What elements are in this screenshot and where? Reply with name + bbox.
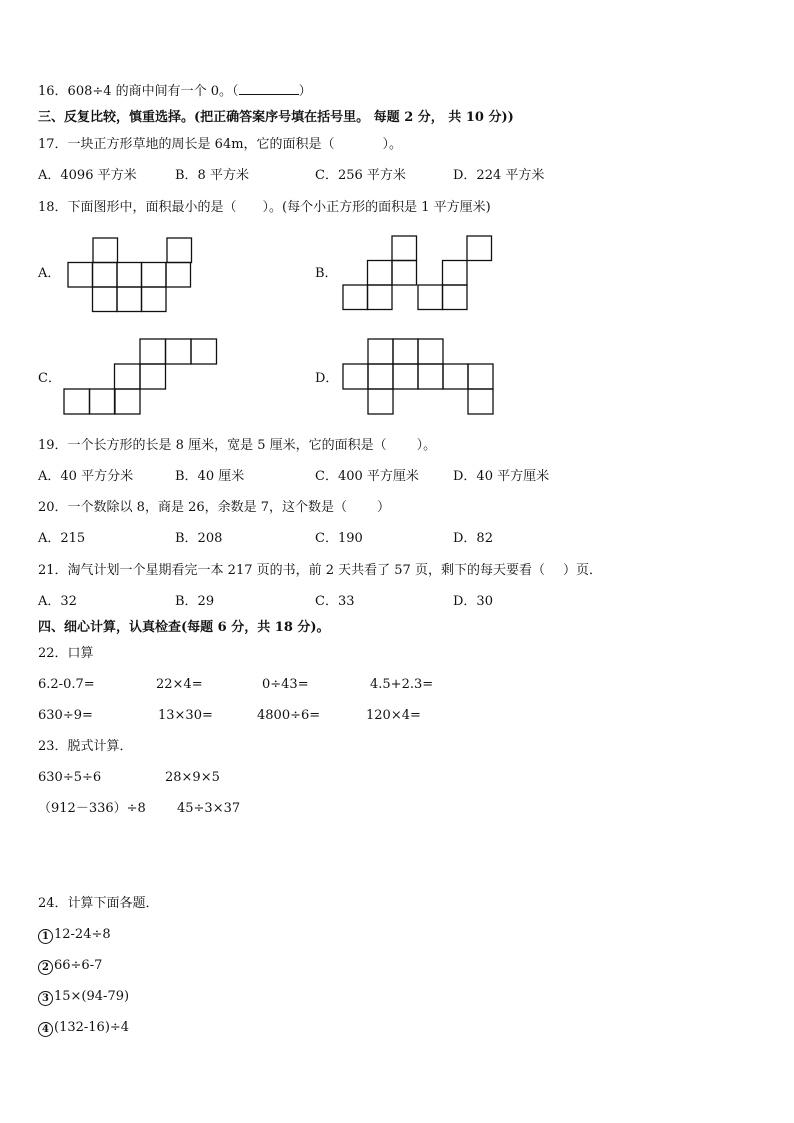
section-3-heading: 三、反复比较，慎重选择。(把正确答案序号填在括号里。 每题 2 分， 共 10 分)) — [38, 110, 514, 125]
figure-label-a[interactable]: A． — [38, 266, 61, 281]
step-calc-item: 45÷3×37 — [177, 801, 241, 816]
question-19: 19．一个长方形的长是 8 厘米，宽是 5 厘米，它的面积是（ ）。 — [38, 438, 437, 453]
option-c[interactable]: C．190 — [315, 531, 363, 546]
option-c[interactable]: C．256 平方米 — [315, 168, 406, 183]
question-22: 22．口算 — [38, 646, 94, 661]
option-b[interactable]: B．40 厘米 — [175, 469, 245, 484]
mental-math-item: 4800÷6= — [257, 708, 321, 723]
mental-math-item: 630÷9= — [38, 708, 93, 723]
step-calc-item: 630÷5÷6 — [38, 770, 102, 785]
step-calc-item: 28×9×5 — [165, 770, 220, 785]
circled-number-icon: 2 — [38, 960, 53, 975]
option-d[interactable]: D．40 平方厘米 — [453, 469, 550, 484]
figure-label-d[interactable]: D． — [315, 371, 339, 386]
option-b[interactable]: B．29 — [175, 594, 215, 609]
option-d[interactable]: D．82 — [453, 531, 493, 546]
calc-item: 4 (132-16)÷4 — [38, 1020, 129, 1037]
section-4-heading: 四、细心计算，认真检查(每题 6 分，共 18 分)。 — [38, 620, 330, 635]
mental-math-item: 13×30= — [158, 708, 213, 723]
option-b[interactable]: B．208 — [175, 531, 223, 546]
option-d[interactable]: D．30 — [453, 594, 493, 609]
option-a[interactable]: A．40 平方分米 — [38, 469, 134, 484]
mental-math-item: 120×4= — [366, 708, 421, 723]
circled-number-icon: 3 — [38, 991, 53, 1006]
question-24: 24．计算下面各题． — [38, 896, 159, 911]
mental-math-item: 6.2-0.7= — [38, 677, 95, 692]
grid-figure-d — [342, 338, 498, 416]
question-17: 17．一块正方形草地的周长是 64m，它的面积是（ ）。 — [38, 137, 403, 152]
question-18: 18．下面图形中，面积最小的是（ ）。(每个小正方形的面积是 1 平方厘米) — [38, 200, 491, 215]
grid-figure-c — [63, 338, 219, 416]
circled-number-icon: 4 — [38, 1022, 53, 1037]
mental-math-item: 22×4= — [156, 677, 203, 692]
step-calc-item: （912－336）÷8 — [38, 801, 146, 816]
question-16: 16．608÷4 的商中间有一个 0。（ ） — [38, 84, 312, 99]
option-b[interactable]: B．8 平方米 — [175, 168, 249, 183]
answer-blank[interactable] — [239, 82, 299, 95]
figure-label-c[interactable]: C． — [38, 371, 61, 386]
question-20: 20．一个数除以 8，商是 26，余数是 7，这个数是（ ） — [38, 500, 391, 515]
grid-figure-a — [67, 236, 197, 316]
question-21: 21．淘气计划一个星期看完一本 217 页的书，前 2 天共看了 57 页，剩下的每天要看（ ）页． — [38, 563, 602, 578]
option-c[interactable]: C．400 平方厘米 — [315, 469, 419, 484]
circled-number-icon: 1 — [38, 929, 53, 944]
calc-item: 2 66÷6-7 — [38, 958, 102, 975]
mental-math-item: 4.5+2.3= — [370, 677, 434, 692]
option-a[interactable]: A．215 — [38, 531, 86, 546]
grid-figure-b — [342, 235, 494, 313]
option-a[interactable]: A．4096 平方米 — [38, 168, 137, 183]
question-16-text: 16．608÷4 的商中间有一个 0。（ — [38, 84, 239, 99]
mental-math-item: 0÷43= — [262, 677, 309, 692]
option-d[interactable]: D．224 平方米 — [453, 168, 545, 183]
calc-item: 3 15×(94-79) — [38, 989, 129, 1006]
figure-label-b[interactable]: B． — [315, 266, 338, 281]
option-a[interactable]: A．32 — [38, 594, 77, 609]
question-23: 23．脱式计算． — [38, 739, 133, 754]
calc-item: 1 12-24÷8 — [38, 927, 111, 944]
option-c[interactable]: C．33 — [315, 594, 355, 609]
